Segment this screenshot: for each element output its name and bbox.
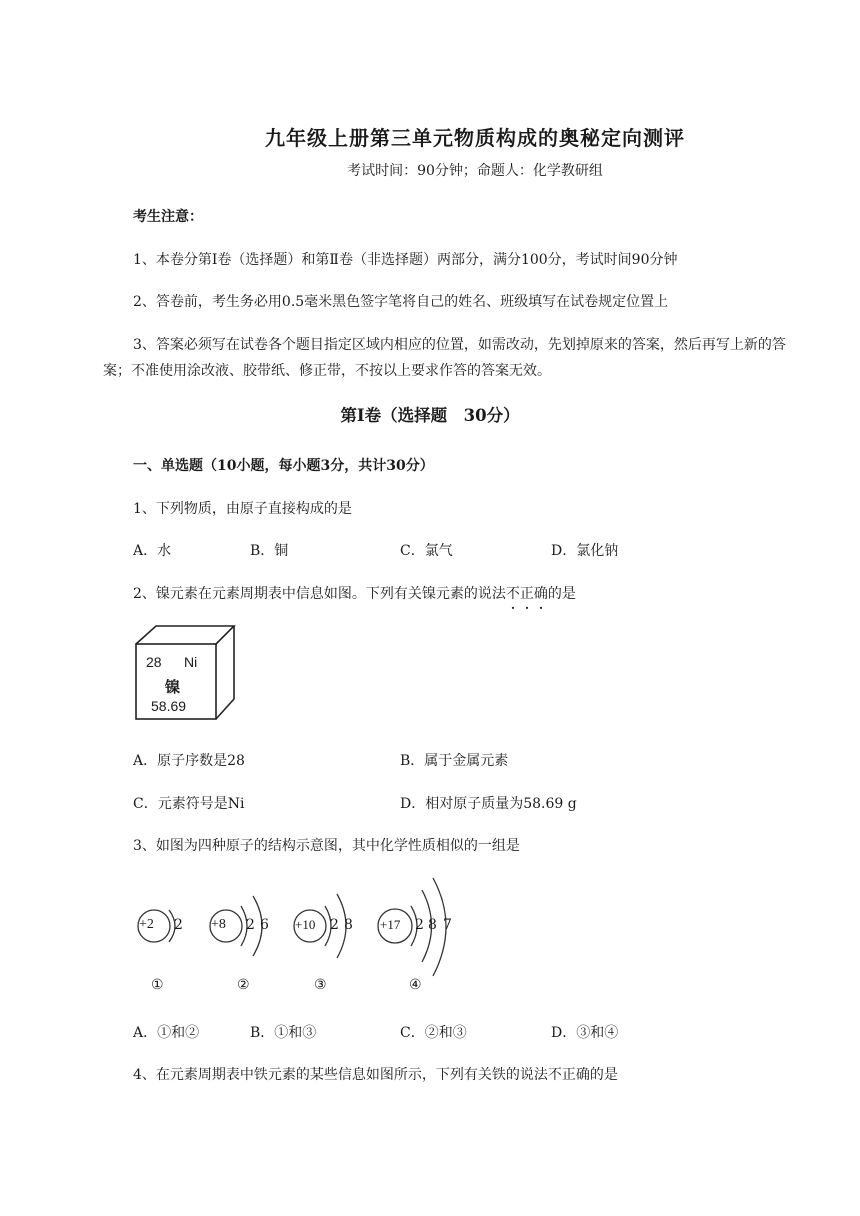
section-title: 第Ⅰ卷（选择题 30分） (340, 406, 520, 425)
q1-option-b: B．铜 (250, 543, 289, 559)
exam-subtitle: 考试时间：90分钟；命题人：化学教研组 (347, 163, 603, 179)
atom-1-shell-1-electrons: 2 (174, 917, 183, 933)
exam-title: 九年级上册第三单元物质构成的奥秘定向测评 (265, 126, 685, 150)
q3-option-a: A．①和② (133, 1025, 200, 1041)
q2-option-d: D．相对原子质量为58.69 g (400, 796, 577, 812)
atom-3-shell-1-electrons: 2 (330, 917, 339, 933)
element-atomic-mass: 58.69 (151, 698, 187, 714)
atom-2-label: ② (237, 977, 250, 993)
q2-stem-after: 的是 (547, 586, 576, 602)
atom-4-label: ④ (409, 977, 422, 993)
q2-stem-before: 2、镍元素在元素周期表中信息如图。下列有关镍元素的说法 (133, 586, 506, 602)
q1-option-a: A．水 (133, 543, 172, 559)
q2-emph-char-3: 确 (533, 586, 548, 602)
atom-structure-figure (125, 872, 465, 1006)
atom-4-shell-1-electrons: 2 (415, 917, 424, 933)
atom-3-label: ③ (314, 977, 327, 993)
atom-2-shell-2-electrons: 6 (260, 917, 269, 933)
element-name: 镍 (165, 678, 181, 696)
q2-emph-char-1: 不 (505, 586, 520, 602)
question-1-stem: 1、下列物质，由原子直接构成的是 (133, 501, 352, 517)
cube-side-face (216, 626, 234, 719)
q3-option-b: B．①和③ (250, 1025, 317, 1041)
atom-3-shell-2-electrons: 8 (344, 917, 353, 933)
q2-option-c: C．元素符号是Ni (133, 796, 245, 812)
element-atomic-number: 28 (146, 654, 162, 670)
notice-item-3: 3、答案必须写在试卷各个题目指定区域内相应的位置，如需改动，先划掉原来的答案，然后再写上新的答案；不准使用涂改液、胶带纸、修正带，不按以上要求作答的答案无效。 (103, 337, 786, 379)
element-card-nickel (134, 624, 238, 728)
cube-top-face (136, 626, 234, 644)
question-4-stem: 4、在元素周期表中铁元素的某些信息如图所示，下列有关铁的说法不正确的是 (133, 1067, 618, 1083)
q3-option-d: D．③和④ (551, 1025, 619, 1041)
atom-1-nucleus-charge: +2 (139, 917, 154, 932)
element-symbol: Ni (184, 654, 198, 670)
notice-heading: 考生注意： (133, 209, 203, 225)
q1-option-c: C．氯气 (400, 543, 453, 559)
part-heading: 一、单选题（10小题，每小题3分，共计30分） (133, 458, 434, 474)
q1-option-d: D．氯化钠 (551, 543, 619, 559)
atom-1-label: ① (151, 977, 164, 993)
atom-2-nucleus-charge: +8 (211, 917, 226, 932)
notice-item-1: 1、本卷分第Ⅰ卷（选择题）和第Ⅱ卷（非选择题）两部分，满分100分，考试时间90分钟 (133, 252, 678, 268)
atom-2-shell-1-electrons: 2 (246, 917, 255, 933)
atom-4-nucleus-charge: +17 (380, 917, 401, 932)
q3-option-c: C．②和③ (400, 1025, 467, 1041)
q2-option-a: A．原子序数是28 (133, 753, 245, 769)
q2-emph-char-2: 正 (519, 586, 534, 602)
atom-3-nucleus-charge: +10 (295, 917, 316, 932)
notice-item-2: 2、答卷前，考生务必用0.5毫米黑色签字笔将自己的姓名、班级填写在试卷规定位置上 (133, 294, 669, 310)
q2-option-b: B．属于金属元素 (400, 753, 509, 769)
atom-4-shell-2-electrons: 8 (428, 917, 437, 933)
atom-4-shell-3-electrons: 7 (443, 917, 452, 933)
question-3-stem: 3、如图为四种原子的结构示意图，其中化学性质相似的一组是 (133, 838, 520, 854)
question-2-stem (133, 583, 576, 603)
